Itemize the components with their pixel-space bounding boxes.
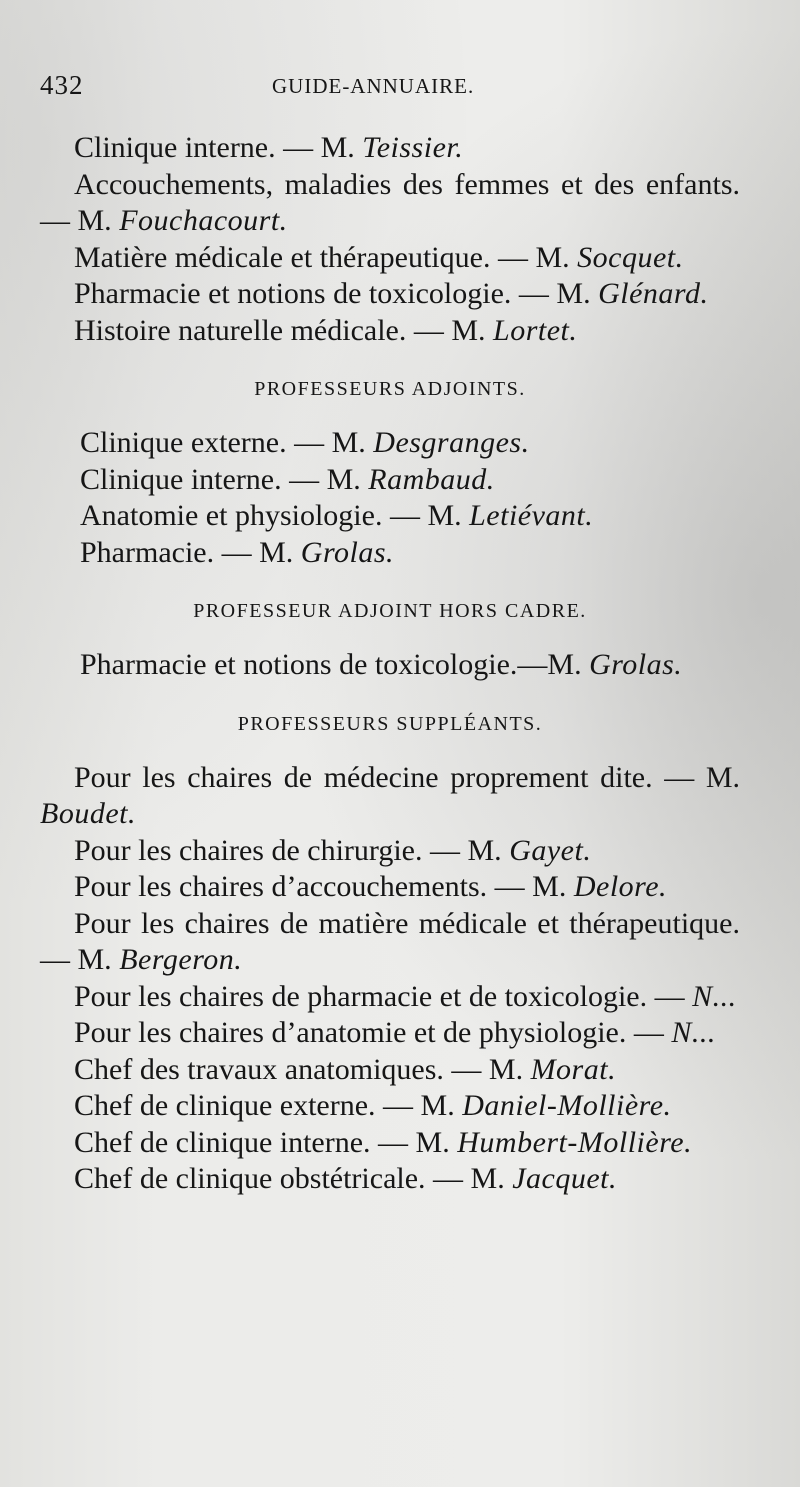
entry-text: Pour les chaires de pharmacie et de toxicologie. — bbox=[74, 979, 693, 1013]
entry bbox=[40, 979, 740, 1016]
person-name: Desgranges. bbox=[373, 426, 530, 459]
person-name: Glénard. bbox=[598, 277, 709, 310]
entry-text: Pour les chaires de médecine proprement dite. — M. bbox=[74, 760, 740, 794]
entry bbox=[40, 462, 740, 499]
entry-text: Pour les chaires d’accouchements. — M. bbox=[74, 870, 574, 903]
entry bbox=[40, 1161, 740, 1198]
person-name: Letiévant. bbox=[469, 499, 594, 532]
entry bbox=[40, 425, 740, 462]
person-name: Rambaud. bbox=[368, 462, 495, 496]
page-body bbox=[40, 130, 740, 1198]
entry bbox=[40, 647, 740, 684]
running-head: GUIDE-ANNUAIRE. bbox=[272, 74, 475, 98]
person-name: N... bbox=[692, 979, 737, 1013]
entry-text: Histoire naturelle médicale. — M. bbox=[74, 313, 494, 347]
entry-text: Chef de clinique interne. — M. bbox=[74, 1125, 458, 1159]
entry bbox=[40, 498, 740, 535]
person-name: Humbert-Mollière. bbox=[457, 1125, 693, 1159]
person-name: Daniel-Mollière. bbox=[462, 1089, 672, 1122]
person-name: Boudet. bbox=[40, 797, 136, 830]
entry-text: Pharmacie et notions de toxicologie.—M. bbox=[80, 648, 590, 681]
person-name: Bergeron. bbox=[119, 943, 243, 976]
entry-text: Chef des travaux anatomiques. — M. bbox=[74, 1052, 531, 1086]
page-number: 432 bbox=[40, 70, 84, 100]
entry bbox=[40, 1125, 740, 1162]
entry-text: Clinique externe. — M. bbox=[80, 426, 374, 459]
entry bbox=[40, 167, 740, 240]
person-name: Morat. bbox=[530, 1052, 617, 1086]
entry bbox=[40, 869, 740, 906]
entry-text: Clinique interne. — M. bbox=[80, 462, 369, 496]
person-name: Lortet. bbox=[493, 313, 578, 347]
entry bbox=[40, 1015, 740, 1052]
person-name: N... bbox=[671, 1016, 716, 1049]
entry bbox=[40, 1052, 740, 1089]
section-title-suppleants: PROFESSEURS SUPPLÉANTS. bbox=[237, 712, 543, 735]
entry bbox=[40, 240, 740, 277]
entry-text: Pour les chaires de chirurgie. — M. bbox=[74, 833, 510, 867]
section-title-hors-cadre: PROFESSEUR ADJOINT HORS CADRE. bbox=[193, 600, 587, 622]
entry bbox=[40, 1088, 740, 1125]
entry-text: Chef de clinique externe. — M. bbox=[74, 1089, 463, 1122]
page-header bbox=[40, 70, 760, 110]
entry bbox=[40, 313, 740, 350]
entry bbox=[40, 276, 740, 313]
person-name: Fouchacourt. bbox=[119, 204, 288, 237]
person-name: Jacquet. bbox=[512, 1162, 617, 1195]
entry bbox=[40, 130, 740, 167]
section-title-professeurs-adjoints: PROFESSEURS ADJOINTS. bbox=[254, 378, 526, 400]
entry-text: Pharmacie. — M. bbox=[80, 535, 301, 569]
person-name: Grolas. bbox=[589, 648, 683, 681]
entry-text: Pharmacie et notions de toxicologie. — M. bbox=[74, 277, 599, 310]
entry bbox=[40, 906, 740, 979]
entry bbox=[40, 833, 740, 870]
person-name: Socquet. bbox=[577, 240, 684, 274]
entry-text: Pour les chaires d’anatomie et de physiologie. — bbox=[74, 1016, 672, 1049]
person-name: Delore. bbox=[573, 870, 668, 903]
entry-text: Accouchements, maladies des femmes et des enfants. — M. bbox=[40, 167, 740, 237]
entry-text: Clinique interne. — M. bbox=[74, 131, 363, 164]
entry bbox=[40, 760, 740, 833]
person-name: Gayet. bbox=[509, 833, 592, 867]
entry-text: Anatomie et physiologie. — M. bbox=[80, 499, 470, 532]
entry-text: Matière médicale et thérapeutique. — M. bbox=[74, 240, 578, 274]
entry-text: Chef de clinique obstétricale. — M. bbox=[74, 1162, 513, 1195]
entry bbox=[40, 535, 740, 572]
person-name: Grolas. bbox=[300, 535, 395, 569]
person-name: Teissier. bbox=[362, 131, 464, 164]
entry-text: Pour les chaires de matière médicale et thérapeutique. — M. bbox=[40, 906, 740, 976]
